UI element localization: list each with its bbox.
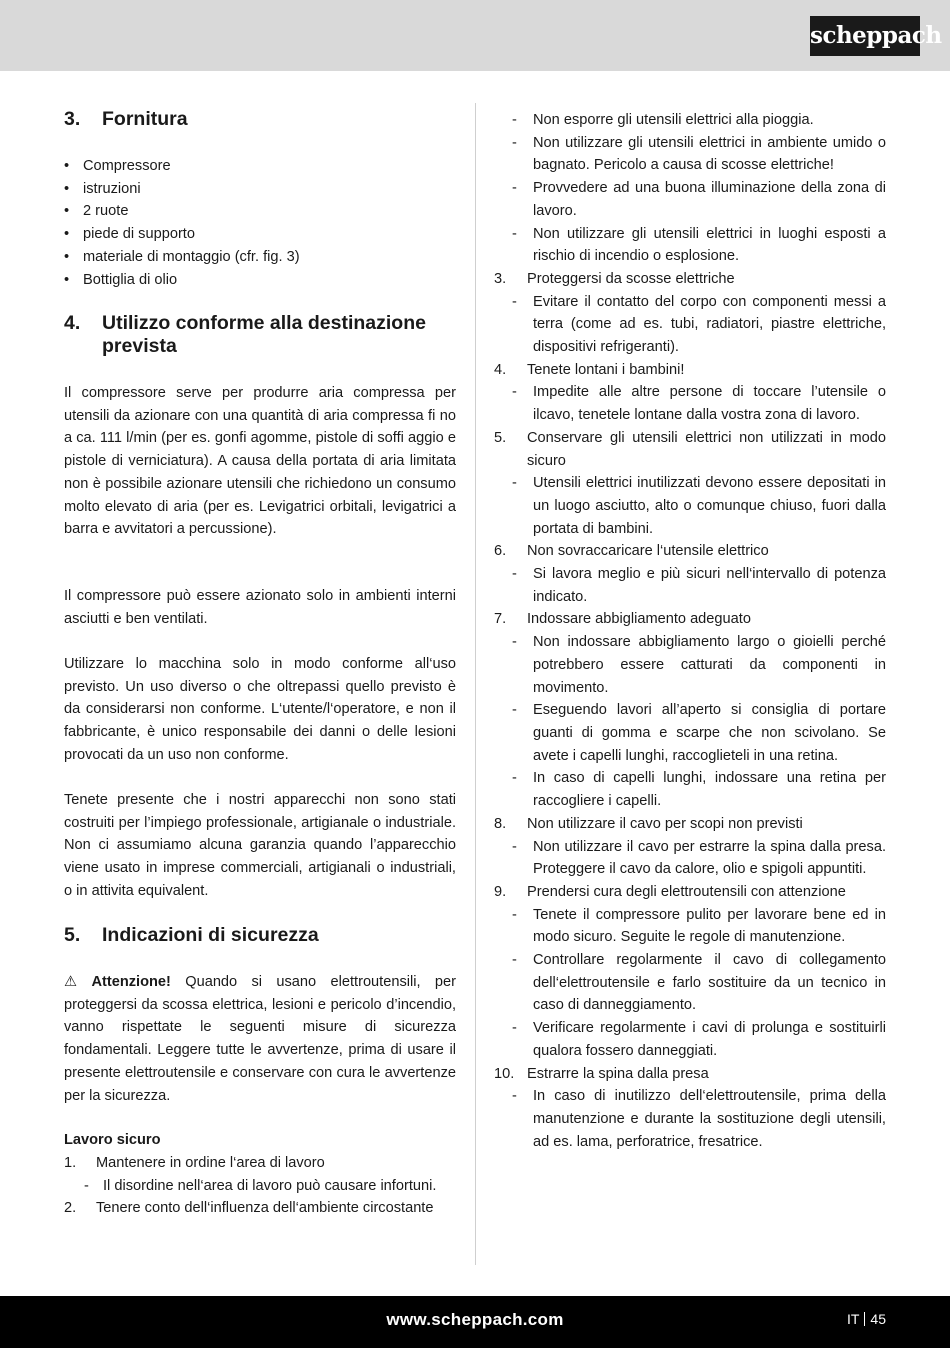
- sub-item: [494, 563, 886, 608]
- sub-item-text: Impedite alle altre persone di toccare l’utensile o ilcavo, tenetele lontane dalla vostra zona di lavoro.: [533, 384, 886, 424]
- list-item: [64, 1152, 456, 1175]
- item-text: Indossare abbigliamento adeguato: [527, 611, 751, 628]
- sub-item: [494, 631, 886, 699]
- intended-use-paragraph: Utilizzare lo macchina solo in modo conforme all‘uso previsto. Un uso diverso o che oltrepassi quello previsto è da considerarsi non conforme. L‘utente/l‘operatore, e non il fabbricante, è unico responsabile dei danni o delle lesioni provocati da un uso non conforme.: [64, 656, 456, 763]
- item-text: Estrarre la spina dalla presa: [527, 1065, 709, 1082]
- sub-item-text: Controllare regolarmente il cavo di collegamento dell‘elettroutensile e farlo sostituire da un tecnico in caso di danneggiamento.: [533, 952, 886, 1014]
- dash: -: [512, 225, 517, 242]
- section-title: Indicazioni di sicurezza: [102, 924, 319, 946]
- sub-item-text: Verificare regolarmente i cavi di prolunga e sostituirli qualora fossero danneggiati.: [533, 1020, 886, 1059]
- item-number: 5.: [494, 429, 507, 446]
- list-item: • istruzioni: [64, 178, 300, 201]
- item-text: Proteggersi da scosse elettriche: [527, 270, 735, 287]
- sub-item-text: Provvedere ad una buona illuminazione della zona di lavoro.: [533, 180, 886, 219]
- dash: -: [512, 1020, 517, 1037]
- list-item: [494, 359, 886, 382]
- sub-item: [494, 1017, 886, 1062]
- brand-logo: scheppach: [810, 16, 920, 56]
- header-band: [0, 0, 950, 71]
- section-number: 3.: [64, 108, 81, 130]
- separator: [864, 1312, 865, 1326]
- sub-item-text: Non utilizzare gli utensili elettrici in ambiente umido o bagnato. Pericolo a causa di scosse elettriche!: [533, 134, 886, 174]
- warning-label: Attenzione!: [91, 974, 171, 990]
- list-item: [494, 427, 886, 472]
- dash: -: [512, 906, 517, 923]
- list-item: • 2 ruote: [64, 200, 300, 223]
- delivery-list: [64, 155, 300, 291]
- list-item: • Compressore: [64, 155, 300, 178]
- item-number: 10.: [494, 1065, 515, 1082]
- sub-item-text: Non indossare abbigliamento largo o gioielli perché potrebbero essere catturati da componenti in movimento.: [533, 634, 886, 696]
- list-item: • piede di supporto: [64, 223, 300, 246]
- sub-item: [494, 699, 886, 767]
- list-item: [494, 608, 886, 631]
- item-number: 9.: [494, 883, 507, 900]
- dash: -: [512, 475, 517, 492]
- sub-item: [494, 949, 886, 1017]
- intended-use-paragraph: Tenete presente che i nostri apparecchi non sono stati costruiti per l’impiego professionale, artigianale o industriale. Non ci assumiamo alcuna garanzia quando l’apparecchio viene usato in imprese commerciali, artigianali o industriali, o in attivita equivalent.: [64, 792, 456, 899]
- sub-item: [494, 132, 886, 177]
- sub-item: [494, 904, 886, 949]
- sub-item-text: Tenete il compressore pulito per lavorare bene ed in modo sicuro. Seguite le regole di manutenzione.: [533, 906, 886, 946]
- section-4-heading: [64, 312, 426, 358]
- item-number: 7.: [494, 611, 507, 628]
- sub-item: [494, 177, 886, 222]
- sub-item-text: Si lavora meglio e più sicuri nell‘intervallo di potenza indicato.: [533, 566, 886, 605]
- dash: -: [512, 770, 517, 787]
- section-3-heading: [64, 108, 188, 131]
- section-5-heading: [64, 924, 319, 947]
- list-item: • materiale di montaggio (cfr. fig. 3): [64, 246, 300, 269]
- intended-use-paragraph: Il compressore serve per produrre aria compressa per utensili da azionare con una quantità di aria compressa fi no a ca. 111 l/min (per es. gonfi agomme, pistole di soffi aggio e pistole di verniciatura). A causa della portata di aria limitata non è possibile azionare utensili che richiedono un consumo molto elevato di aria (per es. Levigatrici orbitali, levigatrici a barra e avvitatori a percussione).: [64, 385, 456, 538]
- subheading: Lavoro sicuro: [64, 1132, 161, 1148]
- safety-list-left: [64, 1152, 456, 1220]
- footer-band: [0, 1296, 950, 1348]
- website-link[interactable]: www.scheppach.com: [386, 1310, 564, 1329]
- item-text: Non utilizzare il cavo per scopi non previsti: [527, 815, 803, 832]
- item-text: Prendersi cura degli elettroutensili con attenzione: [527, 883, 846, 900]
- item-number: 8.: [494, 815, 507, 832]
- list-item: [494, 540, 886, 563]
- section-number: 5.: [64, 924, 81, 946]
- item-number: 4.: [494, 361, 507, 378]
- sub-item-text: Non utilizzare gli utensili elettrici in luoghi esposti a rischio di incendio o esplosione.: [533, 225, 886, 265]
- section-title-line: Utilizzo conforme alla destinazione: [102, 312, 426, 334]
- sub-item-text: In caso di capelli lunghi, indossare una retina per raccogliere i capelli.: [533, 770, 886, 810]
- dash: -: [512, 634, 517, 651]
- list-item: [494, 1063, 886, 1086]
- item-number: 6.: [494, 543, 507, 560]
- dash: -: [512, 384, 517, 401]
- dash: -: [512, 952, 517, 969]
- sub-item: [494, 291, 886, 359]
- item-text: Mantenere in ordine l‘area di lavoro: [96, 1155, 325, 1171]
- list-item: [494, 881, 886, 904]
- dash: -: [512, 293, 517, 310]
- sub-item-text: In caso di inutilizzo dell‘elettroutensile, prima della manutenzione e durante la sostituzione degli utensili, ad es. lama, perforatrice, fresatrice.: [533, 1088, 886, 1150]
- list-item: [64, 1197, 456, 1220]
- section-title-line: prevista: [102, 335, 177, 357]
- list-item: [494, 268, 886, 291]
- section-title: Fornitura: [102, 108, 188, 130]
- dash: -: [512, 1088, 517, 1105]
- dash: -: [512, 112, 517, 128]
- item-text: Non sovraccaricare l‘utensile elettrico: [527, 543, 769, 560]
- page-number: 45: [870, 1311, 886, 1327]
- language-code: IT: [846, 1311, 860, 1327]
- dash: -: [84, 1177, 89, 1194]
- sub-item-text: Evitare il contatto del corpo con componenti messi a terra (come ad es. tubi, radiatori, piastre elettriche, dispositivi refrigeranti).: [533, 293, 886, 356]
- dash: -: [512, 838, 517, 855]
- sub-item: [494, 767, 886, 812]
- warning-icon: ⚠: [64, 974, 78, 990]
- sub-item-text: Il disordine nell‘area di lavoro può causare infortuni.: [103, 1177, 437, 1194]
- sub-item: [494, 381, 886, 426]
- section-number: 4.: [64, 312, 81, 334]
- safety-list-right: [494, 109, 886, 1153]
- dash: -: [512, 566, 517, 583]
- list-item: • Bottiglia di olio: [64, 269, 300, 292]
- sub-item-text: Utensili elettrici inutilizzati devono essere depositati in un luogo asciutto, alto o comunque chiuso, fuori dalla portata di bambini.: [533, 475, 886, 537]
- item-number: 1.: [64, 1155, 77, 1171]
- dash: -: [512, 702, 517, 719]
- item-number: 3.: [494, 270, 507, 287]
- column-divider: [475, 103, 476, 1265]
- list-item: [494, 813, 886, 836]
- sub-item-text: Eseguendo lavori all’aperto si consiglia di portare guanti di gomma e scarpe che non scivolano. Se avete i capelli lunghi, raccoglieteli in una retina.: [533, 702, 886, 764]
- intended-use-paragraph: Il compressore può essere azionato solo in ambienti interni asciutti e ben ventilati.: [64, 588, 456, 627]
- item-text: Tenete lontani i bambini!: [527, 361, 685, 378]
- warning-text: Quando si usano elettroutensili, per proteggersi da scossa elettrica, lesioni e pericolo d’incendio, vanno rispettate le seguenti misure di sicurezza fondamentali. Leggere tutte le avvertenze, prima di usare il presente elettroutensile e conservare con cura le avvertenze per la sicurezza.: [64, 974, 456, 1104]
- item-text: Tenere conto dell‘influenza dell‘ambiente circostante: [96, 1200, 434, 1217]
- dash: -: [512, 180, 517, 197]
- sub-item: [494, 472, 886, 540]
- item-text: Conservare gli utensili elettrici non utilizzati in modo sicuro: [527, 429, 886, 469]
- item-number: 2.: [64, 1200, 77, 1217]
- sub-item-text: Non utilizzare il cavo per estrarre la spina dalla presa. Proteggere il cavo da calore, olio e spigoli appuntiti.: [533, 838, 886, 878]
- sub-item: [494, 1085, 886, 1153]
- sub-item: [494, 109, 886, 132]
- dash: -: [512, 134, 517, 151]
- page-indicator: [847, 1311, 886, 1327]
- safety-warning: [64, 971, 456, 1107]
- sub-item: [64, 1175, 456, 1198]
- sub-item: [494, 223, 886, 268]
- sub-item: [494, 836, 886, 881]
- sub-item-text: Non esporre gli utensili elettrici alla pioggia.: [533, 112, 814, 128]
